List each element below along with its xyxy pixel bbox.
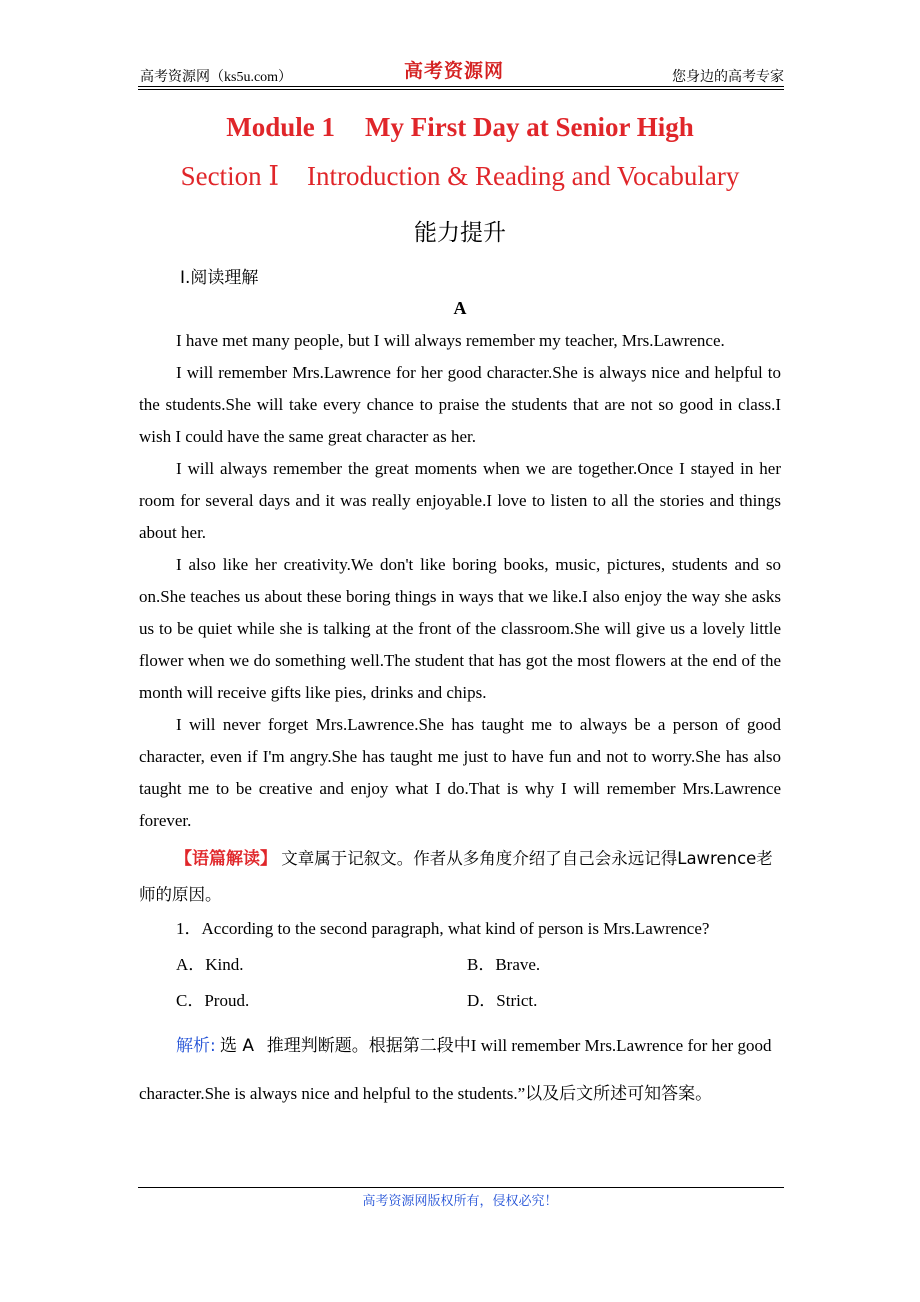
paragraph: I will never forget Mrs.Lawrence.She has taught me to always be a person of good character, even if I'm angry.She has taught me just to have fun and not to worry.She has also taught me to be creative and enjoy what I do.That is why I will remember Mrs.Lawrence forever. (139, 715, 781, 830)
header-left-text: 高考资源网（ks5u.com） (140, 70, 293, 85)
header-divider (138, 86, 784, 87)
analysis-tag: 【语篇解读】 (175, 849, 277, 869)
option-c: C．Proud. (176, 991, 250, 1010)
answer-tail: 以及后文所述可知答案。 (525, 1084, 713, 1104)
passage-label: A (453, 298, 467, 318)
question-stem: 1．According to the second paragraph, what kind of person is Mrs.Lawrence? (176, 919, 710, 938)
page-subtitle: 能力提升 (414, 220, 506, 246)
section-name: Introduction & Reading and Vocabulary (306, 161, 740, 191)
option-a: A．Kind. (176, 955, 244, 974)
answer-choice: 选 A (219, 1036, 255, 1056)
section-number: Section Ⅰ (180, 161, 279, 191)
analysis-text: 文章属于记叙文。作者从多角度介绍了自己会永远记得Lawrence老师的原因。 (139, 849, 773, 904)
option-b: B．Brave. (467, 955, 541, 974)
passage-analysis (139, 841, 789, 913)
footer-copyright: 高考资源网版权所有，侵权必究！ (362, 1194, 558, 1209)
header-right-text: 您身边的高考专家 (672, 70, 784, 85)
paragraph: I have met many people, but I will always remember my teacher, Mrs.Lawrence. (176, 331, 725, 350)
paragraph: I will always remember the great moments when we are together.Once I stayed in her room for several days and it was really enjoyable.I love to listen to all the stories and things about her. (139, 459, 781, 542)
option-d: D．Strict. (467, 991, 538, 1010)
footer-divider (138, 1187, 784, 1188)
site-logo: 高考资源网 (404, 60, 505, 82)
answer-quote: I will remember Mrs.Lawrence for her good character.She is always nice and helpful to the students.” (139, 1036, 772, 1103)
passage-body (139, 325, 781, 837)
module-number: Module 1 (226, 112, 336, 142)
module-title (0, 112, 920, 143)
header-divider-thin (138, 89, 784, 90)
part-heading: Ⅰ.阅读理解 (180, 268, 259, 288)
module-name: My First Day at Senior High (365, 112, 694, 142)
answer-type: 推理判断题。根据第二段中 (266, 1036, 471, 1056)
answer-explanation (139, 1022, 784, 1118)
section-title (0, 161, 920, 192)
paragraph: I will remember Mrs.Lawrence for her good character.She is always nice and helpful to the students.She will take every chance to praise the students that are not so good in class.I wish I could have the same great character as her. (139, 363, 781, 446)
paragraph: I also like her creativity.We don't like boring books, music, pictures, students and so on.She teaches us about these boring things in ways that we like.I also enjoy the way she asks us to be quiet while she is talking at the front of the classroom.She will give us a lovely little flower when we do something well.The student that has got the most flowers at the end of the month will receive gifts like pies, drinks and chips. (139, 555, 781, 702)
answer-label: 解析: (176, 1036, 216, 1056)
